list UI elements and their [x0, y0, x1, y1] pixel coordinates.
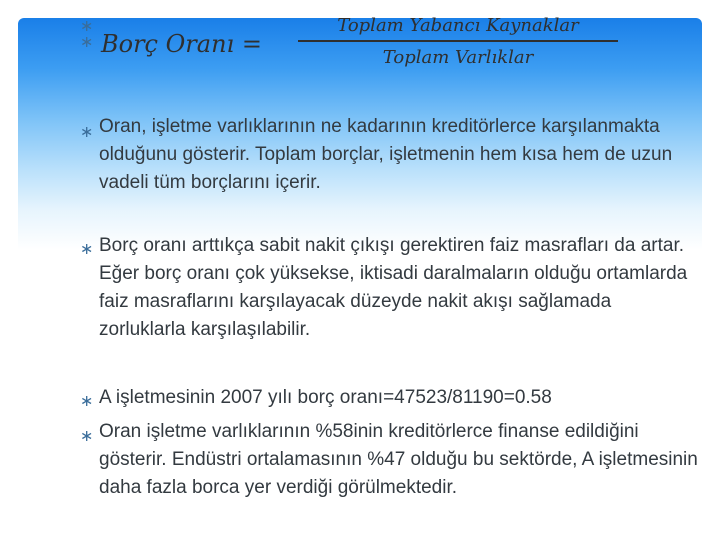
formula-denominator: Toplam Varlıklar: [382, 47, 534, 68]
paragraph-ratio-calculation: A işletmesinin 2007 yılı borç oranı=47523/81190=0.58: [99, 387, 552, 408]
bullet-icon: ∗: [80, 391, 94, 410]
paragraph-ratio-definition: Oran, işletme varlıklarının ne kadarının kreditörlerce karşılanmakta olduğunu gösterir. Toplam borçlar, işletmenin hem kısa hem de uzun vadeli tüm borçlarını içerir.: [99, 116, 673, 193]
formula-fraction: [298, 14, 618, 70]
paragraph-ratio-interpretation: Oran işletme varlıklarının %58inin kreditörlerce finanse edildiğini gösterir. Endüstri ortalamasının %47 olduğu bu sektörde, A işletmesinin daha fazla borca yer verdiği görülmektedir.: [99, 421, 698, 498]
bullet-icon: ∗: [80, 426, 94, 445]
bullet-icon: ∗: [80, 32, 94, 51]
fraction-bar: [298, 40, 618, 42]
paragraph-ratio-risk: Borç oranı arttıkça sabit nakit çıkışı gerektiren faiz masrafları da artar. Eğer borç oranı çok yüksekse, iktisadi daralmaların olduğu ortamlarda faiz masraflarını karşılayacak düzeyde nakit akışı sağlamada zorluklarla karşılaşılabilir.: [99, 235, 688, 340]
formula-left-side: Borç Oranı =: [101, 30, 262, 58]
formula-numerator: Toplam Yabancı Kaynaklar: [337, 15, 579, 36]
bullet-icon: ∗: [80, 122, 94, 141]
bullet-icon: ∗: [80, 16, 94, 35]
bullet-icon: ∗: [80, 239, 94, 258]
